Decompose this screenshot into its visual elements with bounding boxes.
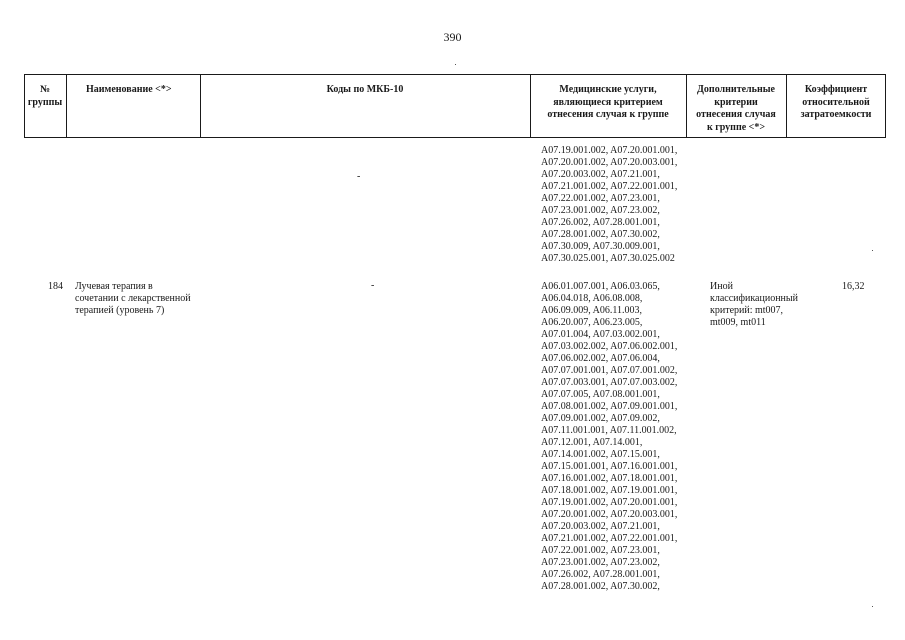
header-icd-codes: Коды по МКБ-10 — [326, 84, 404, 95]
service-code-line: A07.22.001.002, A07.23.001, — [541, 193, 660, 204]
service-code-line: A07.07.001.001, A07.07.001.002, — [541, 365, 678, 376]
row-184-additional-criteria: Иной классификационный критерий: mt007, mt009, mt011 — [710, 281, 798, 328]
page-number: 390 — [443, 30, 462, 44]
service-code-line: A07.22.001.002, A07.23.001, — [541, 545, 660, 556]
header-coefficient: Коэффициент относительной затратоемкости — [800, 84, 872, 120]
service-code-line: A07.16.001.002, A07.18.001.001, — [541, 473, 678, 484]
scan-speck — [872, 250, 873, 251]
service-code-line: A07.07.005, A07.08.001.001, — [541, 389, 660, 400]
service-code-line: A07.30.025.001, A07.30.025.002 — [541, 253, 675, 264]
service-code-line: A07.12.001, A07.14.001, — [541, 437, 643, 448]
service-code-line: A07.11.001.001, A07.11.001.002, — [541, 425, 677, 436]
header-services: Медицинские услуги, являющиеся критерием отнесения случая к группе — [547, 84, 669, 120]
service-code-line: A07.20.003.002, A07.21.001, — [541, 169, 660, 180]
header-group-no: № группы — [27, 84, 63, 108]
service-code-line: A07.18.001.002, A07.19.001.001, — [541, 485, 678, 496]
row-184-coefficient: 16,32 — [842, 281, 865, 292]
service-code-line: A07.26.002, A07.28.001.001, — [541, 217, 660, 228]
service-code-line: A07.15.001.001, A07.16.001.001, — [541, 461, 678, 472]
service-code-line: A07.06.002.002, A07.06.004, — [541, 353, 660, 364]
service-code-line: A07.20.003.002, A07.21.001, — [541, 521, 660, 532]
scan-speck — [872, 606, 873, 607]
service-code-line: A07.08.001.002, A07.09.001.001, — [541, 401, 678, 412]
row-184-name: Лучевая терапия в сочетании с лекарственной терапией (уровень 7) — [75, 281, 191, 316]
row-184-icd-dash: - — [371, 280, 375, 291]
service-code-line: A06.01.007.001, A06.03.065, — [541, 281, 660, 292]
service-code-line: A07.07.003.001, A07.07.003.002, — [541, 377, 678, 388]
service-code-line: A07.20.001.002, A07.20.003.001, — [541, 509, 678, 520]
service-code-line: A07.21.001.002, A07.22.001.001, — [541, 533, 678, 544]
continuation-services-list — [541, 145, 677, 265]
header-name: Наименование <*> — [86, 84, 172, 95]
scan-speck — [455, 64, 456, 65]
service-code-line: A07.23.001.002, A07.23.002, — [541, 557, 660, 568]
service-code-line: A07.28.001.002, A07.30.002, — [541, 581, 660, 592]
service-code-line: A07.23.001.002, A07.23.002, — [541, 205, 660, 216]
continuation-icd-dash: - — [357, 171, 361, 182]
service-code-line: A07.01.004, A07.03.002.001, — [541, 329, 660, 340]
service-code-line: A07.30.009, A07.30.009.001, — [541, 241, 660, 252]
column-divider — [66, 74, 67, 138]
row-184-group-no: 184 — [48, 281, 63, 292]
service-code-line: A06.04.018, A06.08.008, — [541, 293, 643, 304]
row-184-services-list — [541, 281, 677, 593]
service-code-line: A06.20.007, A06.23.005, — [541, 317, 643, 328]
service-code-line: A07.26.002, A07.28.001.001, — [541, 569, 660, 580]
service-code-line: A07.14.001.002, A07.15.001, — [541, 449, 660, 460]
service-code-line: A07.19.001.002, A07.20.001.001, — [541, 497, 678, 508]
service-code-line: A06.09.009, A06.11.003, — [541, 305, 643, 316]
service-code-line: A07.20.001.002, A07.20.003.001, — [541, 157, 678, 168]
service-code-line: A07.19.001.002, A07.20.001.001, — [541, 145, 678, 156]
service-code-line: A07.09.001.002, A07.09.002, — [541, 413, 660, 424]
header-additional-criteria: Дополнительные критерии отнесения случая к группе <*> — [696, 84, 776, 133]
service-code-line: A07.21.001.002, A07.22.001.001, — [541, 181, 678, 192]
service-code-line: A07.03.002.002, A07.06.002.001, — [541, 341, 678, 352]
service-code-line: A07.28.001.002, A07.30.002, — [541, 229, 660, 240]
